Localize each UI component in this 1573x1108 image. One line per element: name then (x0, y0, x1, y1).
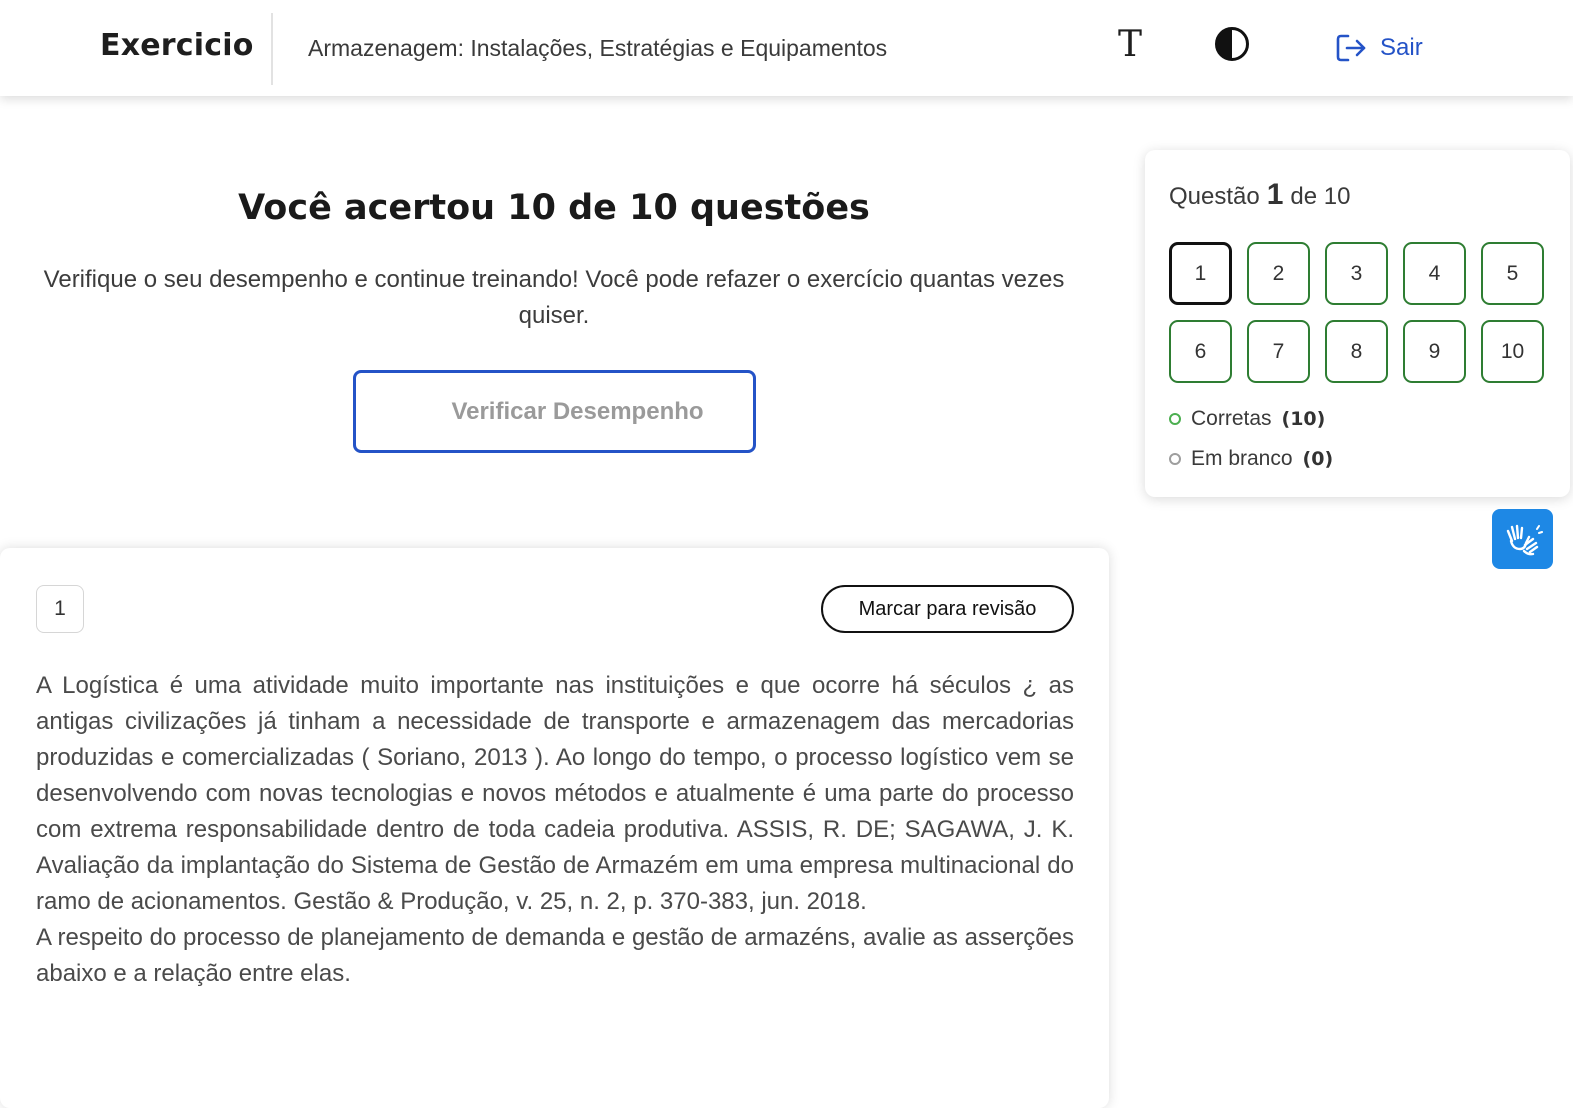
legend-blank-count: (0) (1302, 448, 1334, 470)
contrast-icon (1214, 26, 1250, 62)
question-cell-6[interactable]: 6 (1169, 320, 1232, 383)
blank-dot-icon (1169, 453, 1181, 465)
correct-dot-icon (1169, 413, 1181, 425)
legend-correct (1169, 407, 1325, 431)
legend-blank (1169, 447, 1333, 471)
counter-current: 1 (1266, 178, 1284, 211)
legend-correct-count: (10) (1281, 408, 1326, 430)
question-card (0, 548, 1109, 1108)
exit-button[interactable] (1334, 28, 1423, 68)
question-counter (1169, 178, 1350, 212)
question-cell-5[interactable]: 5 (1481, 242, 1544, 305)
question-cell-1[interactable]: 1 (1169, 242, 1232, 305)
font-size-button[interactable] (1108, 22, 1152, 66)
sign-language-hands-icon (1503, 519, 1543, 559)
counter-suffix: de 10 (1290, 183, 1351, 210)
font-size-icon: T (1117, 23, 1142, 65)
question-cell-2[interactable]: 2 (1247, 242, 1310, 305)
question-paragraph: A Logística é uma atividade muito importante nas instituições e que ocorre há séculos ¿ as antigas civilizações já tinham a necessidade de transporte e armazenagem das mercadorias produzidas e comercializadas ( Soriano, 2013 ). Ao longo do tempo, o processo logístico vem se desenvolvendo com novas tecnologias e novos métodos e atualmente é uma parte do processo com extrema responsabilidade dentro de toda cadeia produtiva. ASSIS, R. DE; SAGAWA, J. K. Avaliação da implantação do Sistema de Gestão de Armazém em uma empresa multinacional do ramo de acionamentos. Gestão & Produção, v. 25, n. 2, p. 370-383, jun. 2018. (36, 672, 1074, 915)
contrast-button[interactable] (1210, 22, 1254, 66)
top-header (0, 0, 1573, 96)
counter-prefix: Questão (1169, 183, 1260, 210)
question-cell-4[interactable]: 4 (1403, 242, 1466, 305)
question-cell-3[interactable]: 3 (1325, 242, 1388, 305)
question-cell-8[interactable]: 8 (1325, 320, 1388, 383)
logout-icon (1334, 31, 1368, 65)
brand-title: Exercicio (100, 28, 254, 63)
question-statement (36, 668, 1074, 992)
result-title: Você acertou 10 de 10 questões (238, 188, 870, 228)
header-divider (271, 13, 273, 85)
sign-language-button[interactable] (1492, 509, 1553, 569)
question-cell-10[interactable]: 10 (1481, 320, 1544, 383)
question-number-badge: 1 (36, 585, 84, 633)
mark-for-review-button[interactable]: Marcar para revisão (821, 585, 1074, 633)
legend-correct-label: Corretas (1191, 407, 1272, 430)
question-navigator (1145, 150, 1570, 497)
exit-label: Sair (1380, 34, 1423, 61)
question-grid (1169, 242, 1544, 383)
question-cell-9[interactable]: 9 (1403, 320, 1466, 383)
exercise-subject: Armazenagem: Instalações, Estratégias e Equipamentos (308, 35, 888, 61)
legend-blank-label: Em branco (1191, 447, 1293, 470)
question-paragraph: A respeito do processo de planejamento de demanda e gestão de armazéns, avalie as asserções abaixo e a relação entre elas. (36, 924, 1074, 987)
question-cell-7[interactable]: 7 (1247, 320, 1310, 383)
verify-performance-button[interactable]: Verificar Desempenho (353, 370, 756, 453)
result-subtitle: Verifique o seu desempenho e continue treinando! Você pode refazer o exercício quantas vezes quiser. (43, 266, 1065, 329)
